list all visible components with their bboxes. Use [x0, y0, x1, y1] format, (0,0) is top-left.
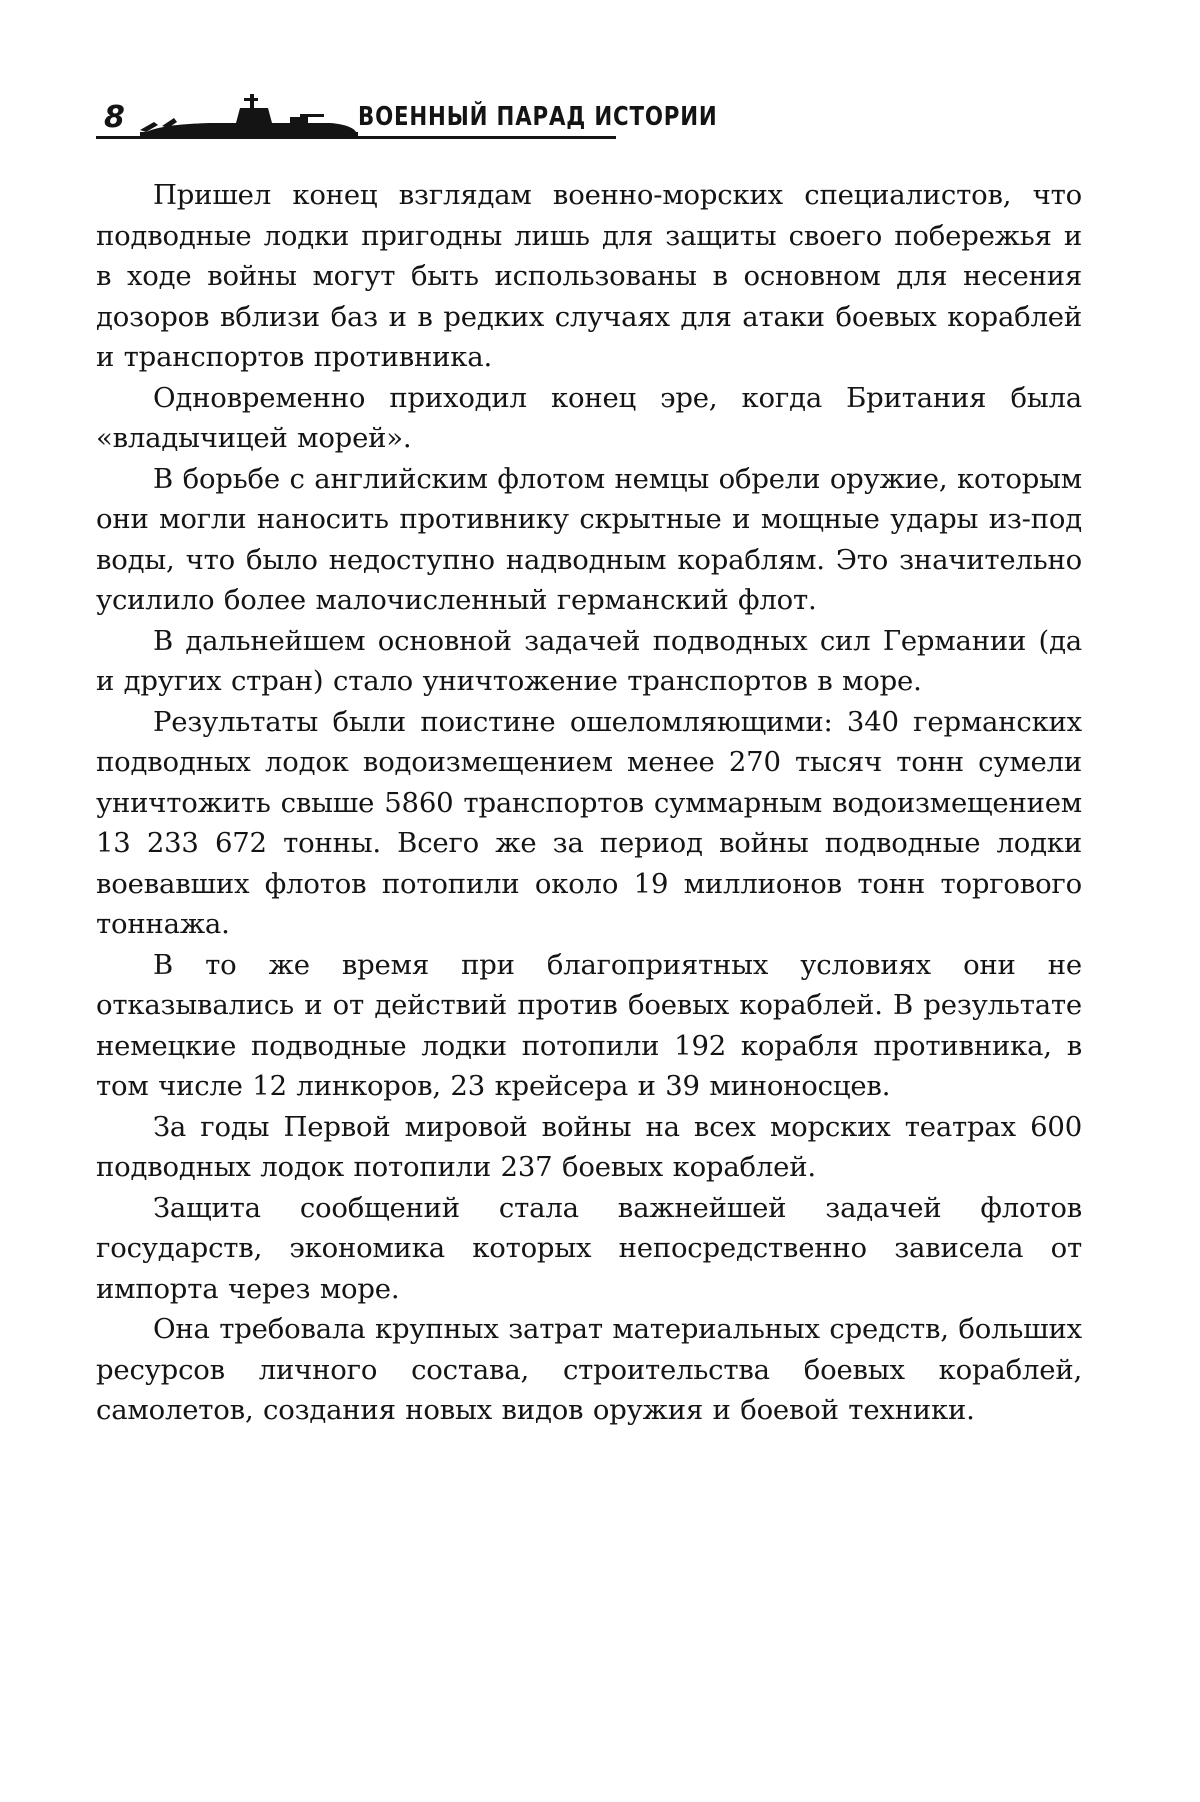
paragraph: Одновременно приходил конец эре, когда Британия была «владычицей морей». [96, 381, 1082, 454]
header-rule [96, 136, 616, 139]
series-title: ВОЕННЫЙ ПАРАД ИСТОРИИ [358, 102, 718, 132]
paragraph: Защита сообщений стала важнейшей задачей флотов государств, экономика которых непосредственно зависела от импорта через море. [96, 1191, 1082, 1305]
running-head [96, 92, 718, 140]
body-text [96, 175, 1082, 1431]
paragraph: В борьбе с английским флотом немцы обрели оружие, которым они могли наносить противнику скрытные и мощные удары из-под воды, что было недоступно надводным кораблям. Это значительно усилило более малочисленный германский флот. [96, 462, 1082, 616]
paragraph: Пришел конец взглядам военно-морских специалистов, что подводные лодки пригодны лишь для защиты своего побережья и в ходе войны могут быть использованы в основном для несения дозоров вблизи баз и в редких случаях для атаки боевых кораблей и транспортов противника. [96, 179, 1082, 373]
submarine-icon [140, 92, 358, 136]
paragraph: Результаты были поистине ошеломляющими: 340 германских подводных лодок водоизмещением менее 270 тысяч тонн сумели уничтожить свыше 5860 транспортов суммарным водоизмещением 13 233 672 тонны. Всего же за период войны подводные лодки воевавших флотов потопили около 19 миллионов тонн торгового тоннажа. [96, 705, 1082, 940]
paragraph: За годы Первой мировой войны на всех морских театрах 600 подводных лодок потопили 237 боевых кораблей. [96, 1110, 1082, 1183]
page-number: 8 [104, 100, 125, 135]
paragraph: В то же время при благоприятных условиях они не отказывались и от действий против боевых кораблей. В результате немецкие подводные лодки потопили 192 корабля противника, в том числе 12 линкоров, 23 крейсера и 39 миноносцев. [96, 948, 1082, 1102]
paragraph: В дальнейшем основной задачей подводных сил Германии (да и других стран) стало уничтожение транспортов в море. [96, 624, 1082, 697]
paragraph: Она требовала крупных затрат материальных средств, больших ресурсов личного состава, строительства боевых кораблей, самолетов, создания новых видов оружия и боевой техники. [96, 1313, 1082, 1426]
